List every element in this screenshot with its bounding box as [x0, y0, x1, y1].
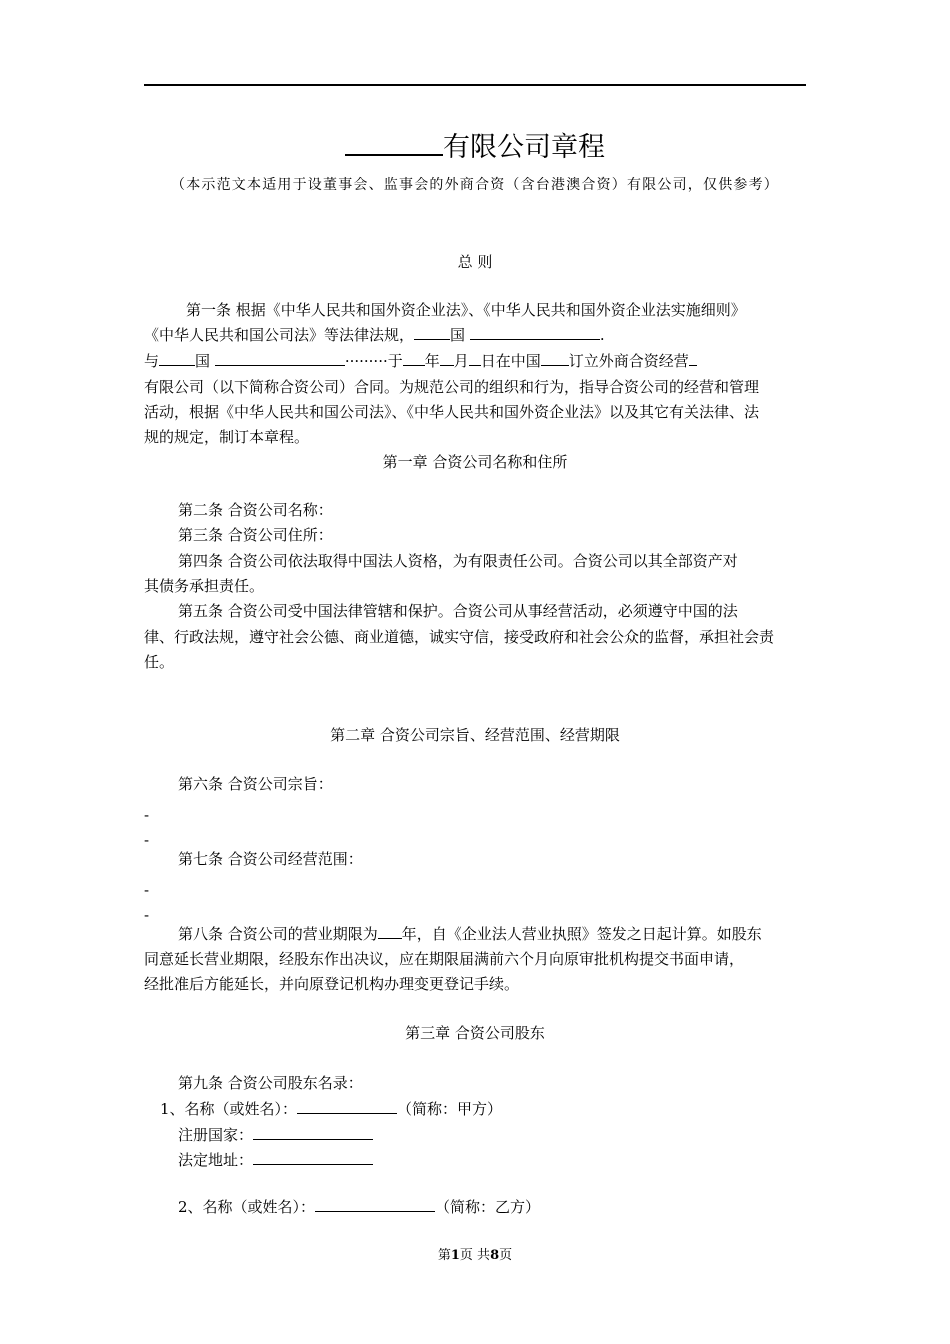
article-5-line-3: 任。	[144, 653, 175, 671]
article-1-line-4: 有限公司（以下简称合资公司）合同。为规范公司的组织和行为，指导合资公司的经营和管理	[144, 378, 760, 396]
article-1-line-2: 《中华人民共和国公司法》等法律法规， 国 .	[144, 322, 806, 348]
shareholder-1-country: 注册国家：	[144, 1122, 806, 1148]
chapter-3-heading: 第三章 合资公司股东	[405, 1024, 545, 1042]
header-rule	[144, 84, 806, 86]
shareholder-1-address: 法定地址：	[144, 1147, 806, 1173]
document-subtitle: （本示范文本适用于设董事会、监事会的外商合资（含台港澳合资）有限公司，仅供参考）	[171, 177, 779, 193]
article-5-line-2: 律、行政法规，遵守社会公德、商业道德，诚实守信，接受政府和社会公众的监督，承担社会责	[144, 628, 775, 646]
general-heading: 总 则	[457, 253, 493, 271]
page-number: 1	[450, 1248, 460, 1263]
article-1-line-1: 第一条 根据《中华人民共和国外资企业法》、《中华人民共和国外资企业法实施细则》	[186, 301, 746, 319]
chapter-1-heading: 第一章 合资公司名称和住所	[382, 453, 568, 471]
page-total: 8	[490, 1248, 500, 1263]
purpose-item-2: -	[144, 831, 150, 849]
article-1-line-5: 活动，根据《中华人民共和国公司法》、《中华人民共和国外资企业法》以及其它有关法律、法	[144, 403, 760, 421]
scope-item-1: -	[144, 881, 150, 899]
shareholder-1-name-blank	[297, 1096, 397, 1114]
shareholder-1-name: 1、名称（或姓名）： （简称：甲方）	[144, 1096, 806, 1122]
scope-item-2: -	[144, 906, 150, 924]
article-4-line-2: 其债务承担责任。	[144, 577, 265, 595]
article-5-line-1: 第五条 合资公司受中国法律管辖和保护。合资公司从事经营活动，必须遵守中国的法	[178, 602, 738, 620]
article-1-line-3: 与 国 ·········于 年 月 日在中国 订立外商合资经营	[144, 348, 806, 374]
article-8-line-3: 经批准后方能延长，并向原登记机构办理变更登记手续。	[144, 975, 520, 993]
article-2: 第二条 合资公司名称：	[178, 501, 333, 519]
shareholder-2-name: 2、名称（或姓名）： （简称：乙方）	[144, 1194, 806, 1220]
article-9: 第九条 合资公司股东名录：	[178, 1074, 363, 1092]
article-7: 第七条 合资公司经营范围：	[178, 850, 363, 868]
article-1-line-6: 规的规定，制订本章程。	[144, 428, 310, 446]
chapter-2-heading: 第二章 合资公司宗旨、经营范围、经营期限	[330, 726, 620, 744]
article-4-line-1: 第四条 合资公司依法取得中国法人资格，为有限责任公司。合资公司以其全部资产对	[178, 552, 738, 570]
company-name-blank	[345, 128, 443, 156]
article-3: 第三条 合资公司住所：	[178, 526, 333, 544]
shareholder-2-name-blank	[315, 1194, 435, 1212]
article-8-line-1: 第八条 合资公司的营业期限为 年，自《企业法人营业执照》签发之日起计算。如股东	[144, 921, 806, 947]
article-8-line-2: 同意延长营业期限，经股东作出决议，应在期限届满前六个月向原审批机构提交书面申请，	[144, 950, 745, 968]
page-footer: 第1页 共8页	[437, 1248, 513, 1263]
purpose-item-1: -	[144, 806, 150, 824]
document-title: 有限公司章程	[0, 128, 950, 168]
article-6: 第六条 合资公司宗旨：	[178, 775, 333, 793]
